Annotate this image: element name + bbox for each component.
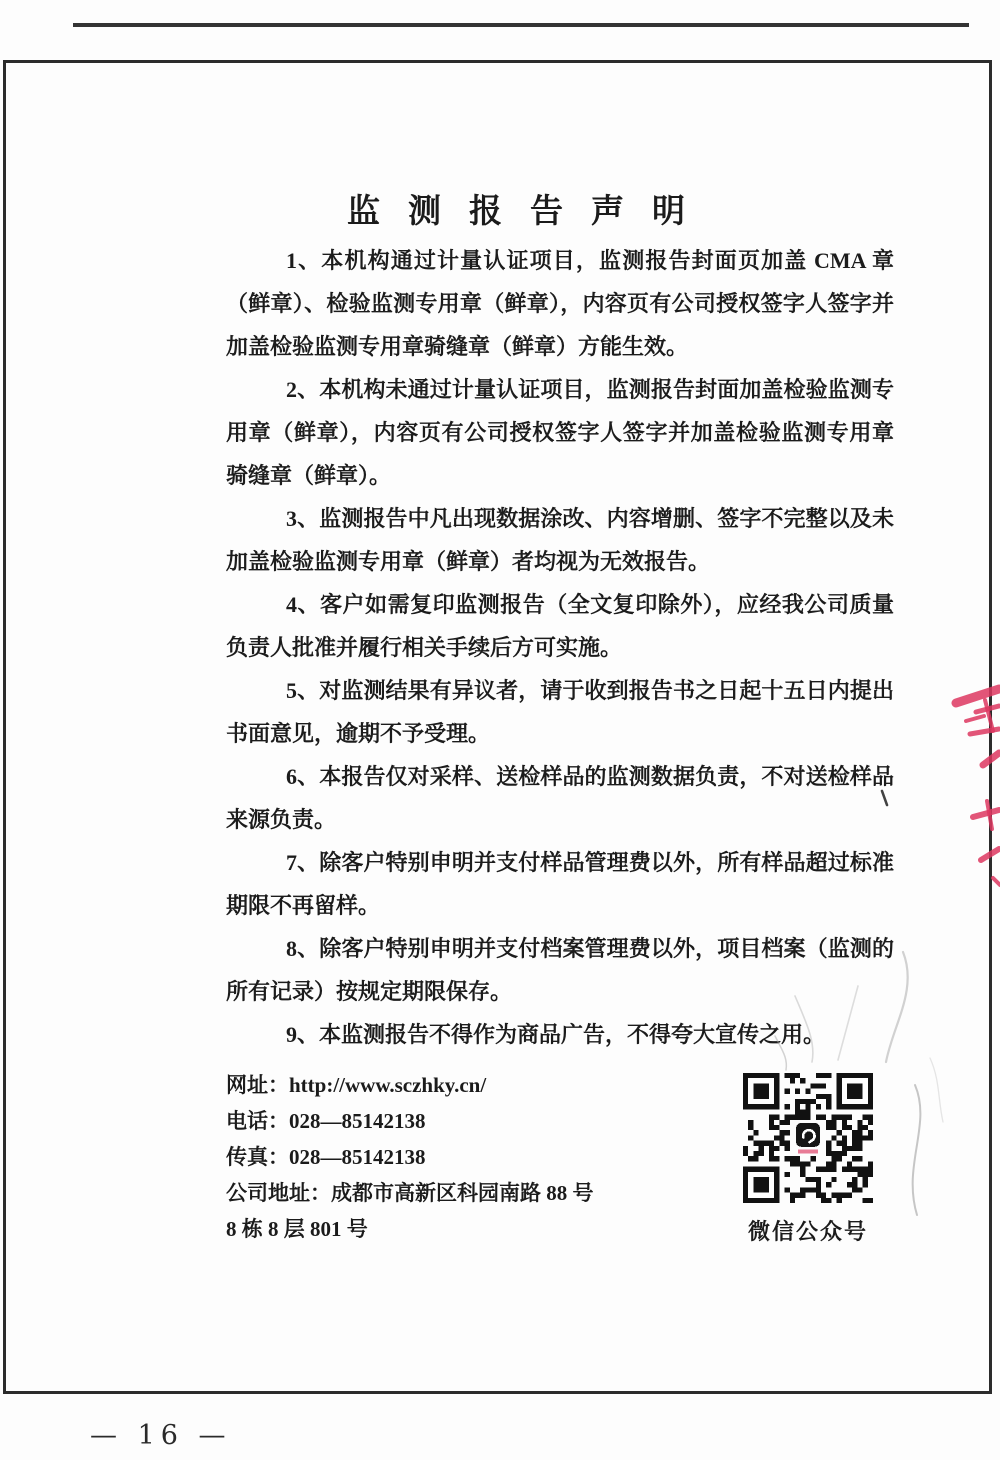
- qr-caption: 微信公众号: [747, 1219, 868, 1244]
- statement-paragraph: 4、客户如需复印监测报告（全文复印除外），应经我公司质量负责人批准并履行相关手续后方可实施。: [226, 592, 894, 660]
- contact-block: [226, 1067, 696, 1247]
- contact-line: 电话：028—85142138: [226, 1109, 426, 1133]
- statement-paragraph: 7、除客户特别申明并支付样品管理费以外，所有样品超过标准期限不再留样。: [226, 850, 894, 918]
- document-title: 监测报告声明: [347, 194, 713, 230]
- page-border-frame: [3, 60, 992, 1394]
- statement-paragraph: 9、本监测报告不得作为商品广告，不得夸大宣传之用。: [286, 1022, 826, 1047]
- header-rule-line: [73, 23, 969, 27]
- statement-paragraph: 5、对监测结果有异议者，请于收到报告书之日起十五日内提出书面意见，逾期不予受理。: [226, 678, 894, 746]
- statement-paragraph: 2、本机构未通过计量认证项目，监测报告封面加盖检验监测专用章（鲜章），内容页有公司授权签字人签字并加盖检验监测专用章骑缝章（鲜章）。: [226, 377, 894, 488]
- statement-paragraphs: [226, 239, 894, 1056]
- wechat-qr-code: [743, 1073, 873, 1203]
- contact-line: 网址：http://www.sczhky.cn/: [226, 1073, 487, 1097]
- page-number: — 16 —: [90, 1420, 232, 1451]
- contact-line: 公司地址：成都市高新区科园南路 88 号: [226, 1181, 594, 1205]
- statement-paragraph: 1、本机构通过计量认证项目，监测报告封面页加盖 CMA 章（鲜章）、检验监测专用章（鲜章），内容页有公司授权签字人签字并加盖检验监测专用章骑缝章（鲜章）方能生效。: [226, 248, 894, 359]
- statement-paragraph: 3、监测报告中凡出现数据涂改、内容增删、签字不完整以及未加盖检验监测专用章（鲜章）者均视为无效报告。: [226, 506, 894, 574]
- statement-paragraph: 6、本报告仅对采样、送检样品的监测数据负责，不对送检样品来源负责。: [226, 764, 894, 832]
- contact-line: 传真：028—85142138: [226, 1145, 426, 1169]
- statement-paragraph: 8、除客户特别申明并支付档案管理费以外，项目档案（监测的所有记录）按规定期限保存。: [226, 936, 894, 1004]
- contact-line: 8 栋 8 层 801 号: [226, 1217, 368, 1241]
